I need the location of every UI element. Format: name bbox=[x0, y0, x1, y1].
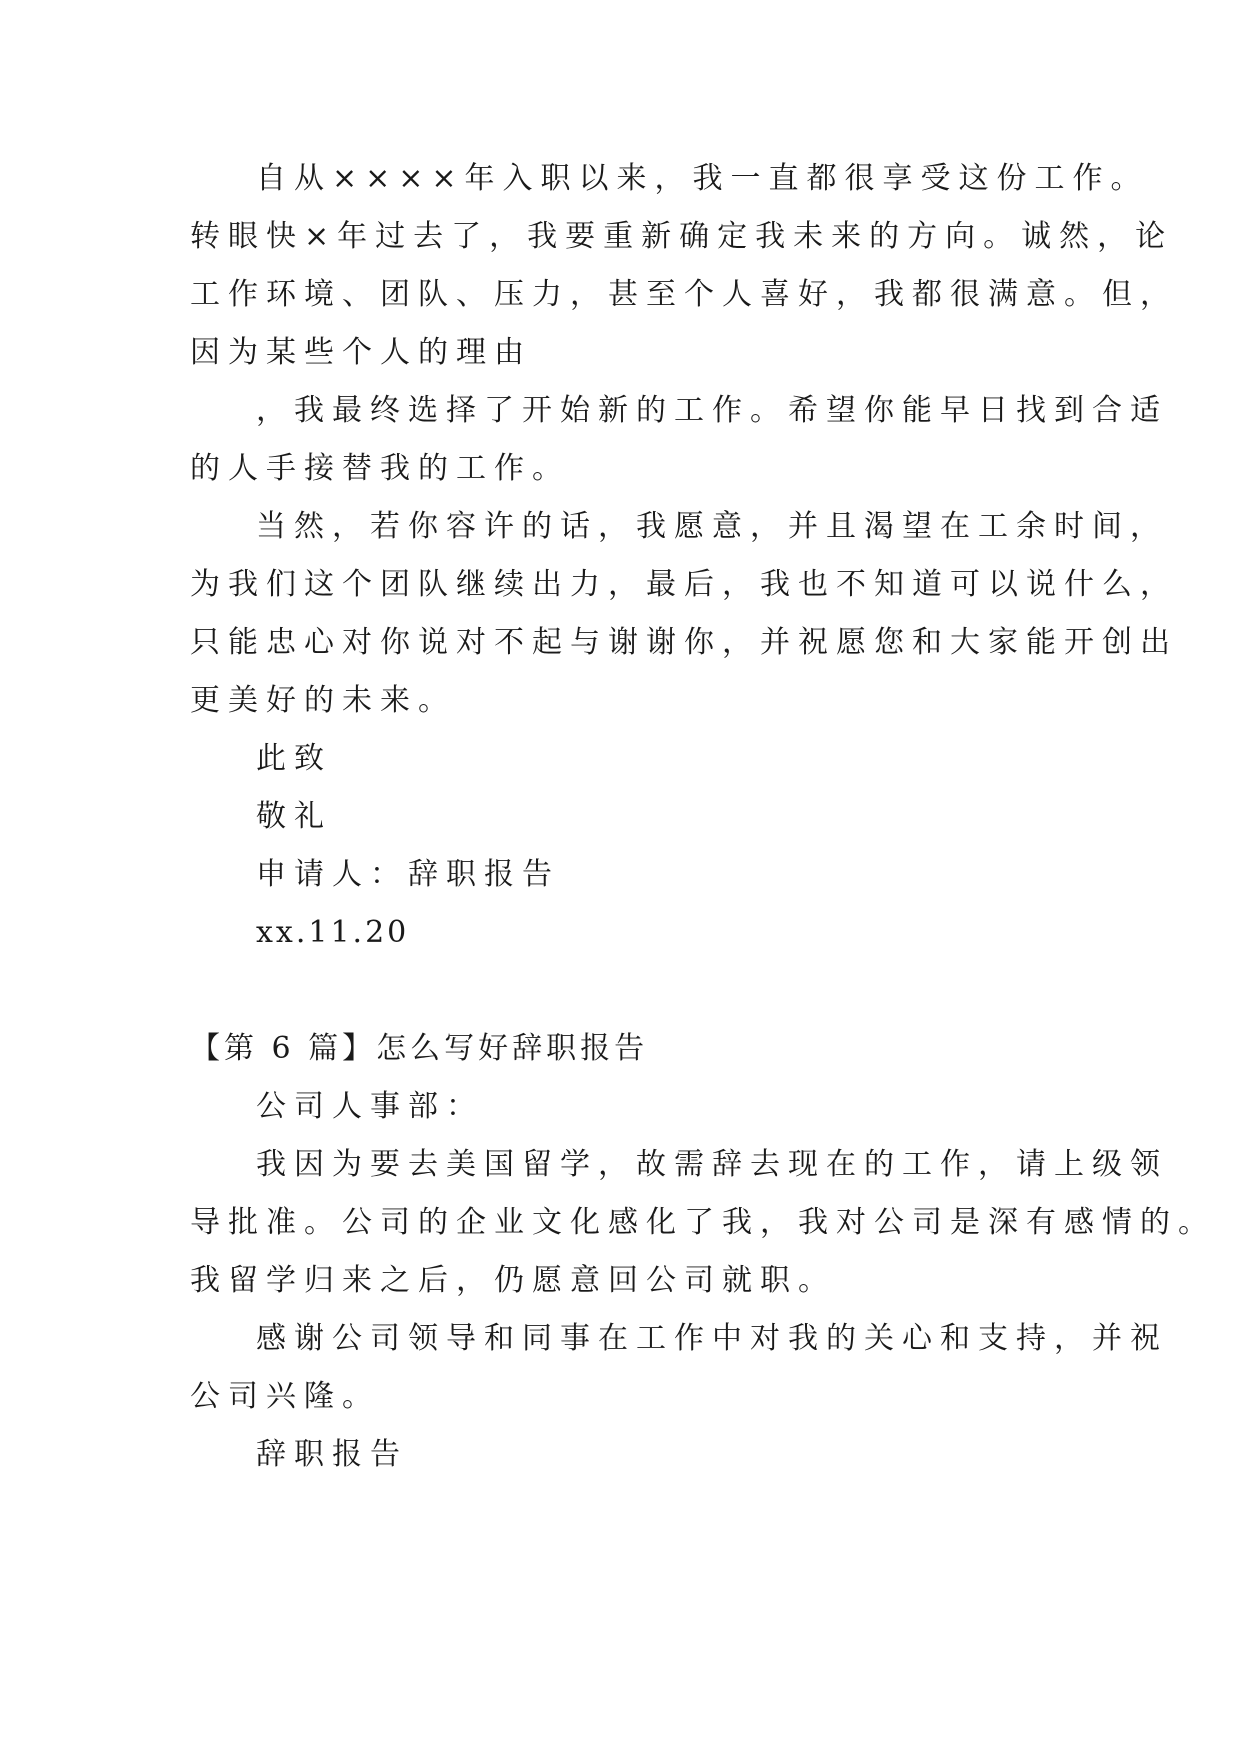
text-line: 导批准。公司的企业文化感化了我，我对公司是深有感情的。 bbox=[190, 1205, 1216, 1240]
paragraph-2 bbox=[190, 382, 1168, 498]
text-line: 我留学归来之后，仍愿意回公司就职。 bbox=[190, 1263, 836, 1298]
document-page bbox=[190, 150, 1216, 1484]
recipient-line: 公司人事部： bbox=[256, 1089, 484, 1124]
date-line: xx.11.20 bbox=[256, 915, 410, 950]
closing-salutation: 此致 bbox=[256, 741, 332, 776]
text-line: 我因为要去美国留学，故需辞去现在的工作，请上级领 bbox=[256, 1147, 1168, 1182]
text-line: 为我们这个团队继续出力，最后，我也不知道可以说什么， bbox=[190, 567, 1178, 602]
text-line: ，我最终选择了开始新的工作。希望你能早日找到合适 bbox=[256, 393, 1168, 428]
text-line: 当然，若你容许的话，我愿意，并且渴望在工余时间， bbox=[256, 509, 1168, 544]
text-line: 转眼快×年过去了，我要重新确定我未来的方向。诚然，论 bbox=[190, 219, 1174, 254]
text-line: 工作环境、团队、压力，甚至个人喜好，我都很满意。但， bbox=[190, 277, 1178, 312]
paragraph-3 bbox=[190, 498, 1178, 730]
applicant-line: 申请人：辞职报告 bbox=[256, 857, 560, 892]
signature-line: 辞职报告 bbox=[256, 1437, 408, 1472]
section-spacer bbox=[190, 962, 1070, 1020]
text-line: 更美好的未来。 bbox=[190, 683, 456, 718]
text-line: 的人手接替我的工作。 bbox=[190, 451, 570, 486]
text-line: 自从××××年入职以来，我一直都很享受这份工作。 bbox=[256, 161, 1149, 196]
text-line: 感谢公司领导和同事在工作中对我的关心和支持，并祝 bbox=[256, 1321, 1168, 1356]
text-line: 只能忠心对你说对不起与谢谢你，并祝愿您和大家能开创出 bbox=[190, 625, 1178, 660]
text-line: 公司兴隆。 bbox=[190, 1379, 380, 1414]
section-heading: 【第 6 篇】怎么写好辞职报告 bbox=[190, 1031, 649, 1066]
text-line: 因为某些个人的理由 bbox=[190, 335, 532, 370]
paragraph-5 bbox=[190, 1310, 1168, 1426]
paragraph-4 bbox=[190, 1136, 1216, 1310]
closing-regards: 敬礼 bbox=[256, 799, 332, 834]
paragraph-1 bbox=[190, 150, 1178, 382]
